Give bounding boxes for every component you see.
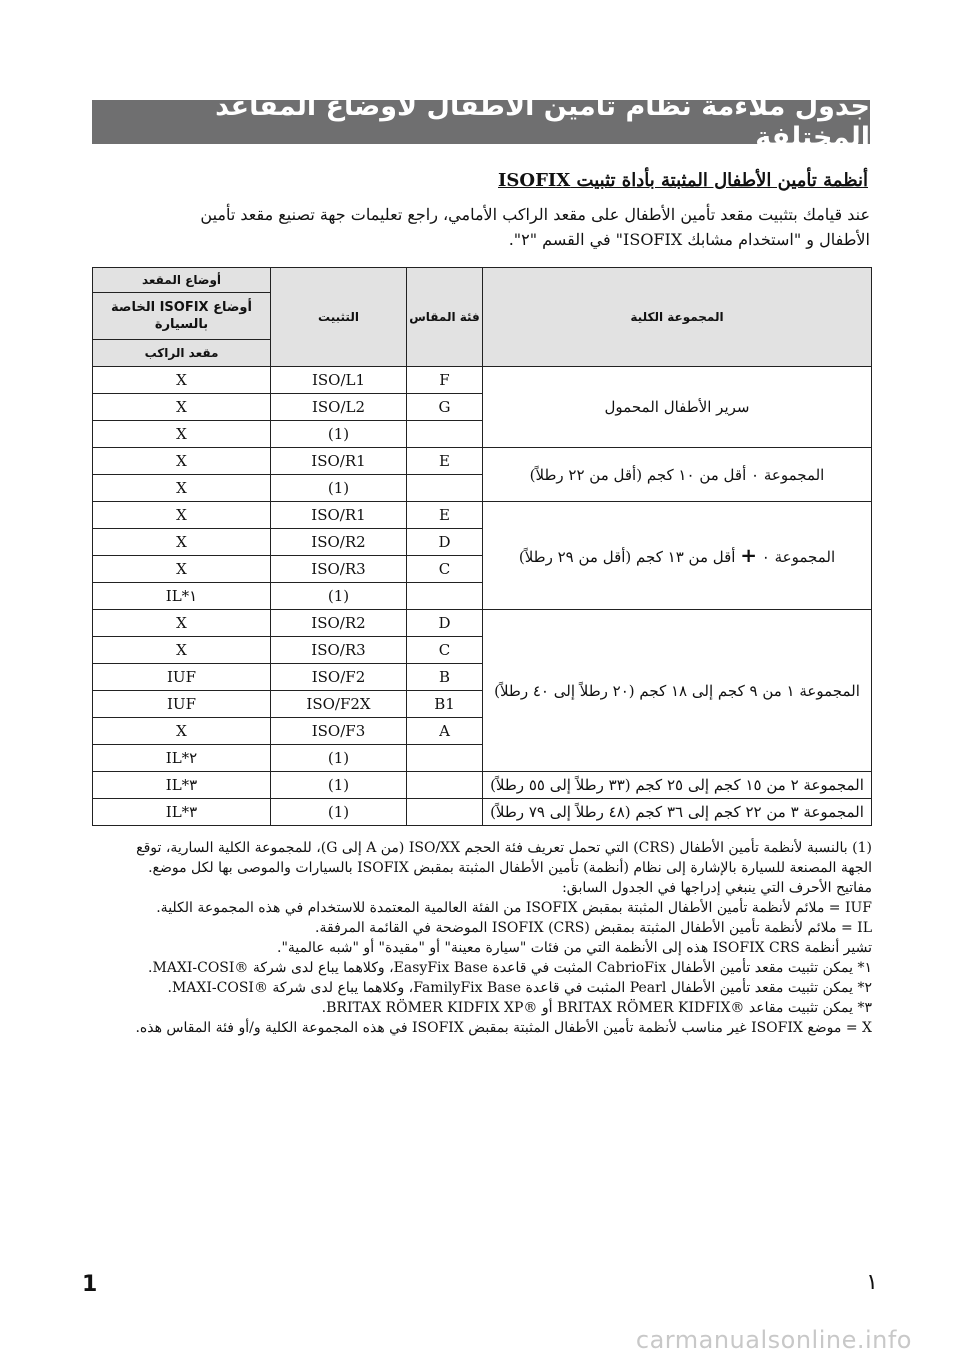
group-label: سرير الأطفال المحمول (483, 367, 872, 448)
group-label-prefix: المجموعة ٠ (761, 547, 836, 566)
cell-suitability: IL*٣ (93, 799, 271, 826)
cell-fixture: ISO/R2 (271, 529, 407, 556)
cell-suitability: X (93, 637, 271, 664)
cell-suitability: X (93, 475, 271, 502)
header-fixture: التثبيت (271, 268, 407, 367)
cell-fixture: (1) (271, 583, 407, 610)
cell-suitability: X (93, 610, 271, 637)
cell-size-class: G (407, 394, 483, 421)
header-group: المجموعة الكلية (483, 268, 872, 367)
table-row (93, 502, 872, 529)
cell-fixture: (1) (271, 421, 407, 448)
cell-size-class (407, 772, 483, 799)
cell-size-class: E (407, 448, 483, 475)
table-row (93, 448, 872, 475)
page-banner: جدول ملاءمة نظام تأمين الأطفال لأوضاع المقاعد المختلفة (92, 100, 870, 144)
cell-fixture: ISO/R2 (271, 610, 407, 637)
cell-size-class: C (407, 556, 483, 583)
group-label: المجموعة ٠ أقل من ١٠ كجم (أقل من ٢٢ رطلاً) (483, 448, 872, 502)
cell-suitability: X (93, 718, 271, 745)
group-label (483, 502, 872, 610)
cell-suitability: IUF (93, 691, 271, 718)
footnote-line: مفاتيح الأحرف التي ينبغي إدراجها في الجدول السابق: (562, 880, 872, 896)
cell-suitability: IUF (93, 664, 271, 691)
header-passenger-seat: مقعد الراكب (93, 340, 271, 367)
cell-fixture: ISO/R3 (271, 637, 407, 664)
cell-suitability: IL*٢ (93, 745, 271, 772)
cell-size-class (407, 475, 483, 502)
header-isofix-positions: أوضاع ISOFIX الخاصة بالسيارة (93, 293, 271, 340)
footnote-line: الجهة المصنعة للسيارة بالإشارة إلى نظام (أنظمة) تأمين الأطفال المثبتة بمقبض ISOFIX بالسيارات والموصى بها لكل موضع. (148, 860, 872, 876)
cell-size-class (407, 745, 483, 772)
cell-fixture: ISO/L2 (271, 394, 407, 421)
footnote-line: IL = ملائم لأنظمة تأمين الأطفال المثبتة بمقبض ISOFIX (CRS) الموضحة في القائمة المرفقة. (315, 920, 872, 936)
table-row (93, 799, 872, 826)
header-size-class: فئة المقاس (407, 268, 483, 367)
cell-suitability: X (93, 556, 271, 583)
cell-size-class: B (407, 664, 483, 691)
intro-paragraph (92, 202, 870, 252)
page-number-latin: 1 (82, 1272, 98, 1297)
footnote-line: ١* يمكن تثبيت مقعد تأمين الأطفال CabrioFix المثبت في قاعدة EasyFix Base، وكلاهما يباع لدى شركة ®MAXI-COSI. (147, 960, 872, 976)
group-label: المجموعة ١ من ٩ كجم إلى ١٨ كجم (٢٠ رطلاً إلى ٤٠ رطلاً) (483, 610, 872, 772)
cell-suitability: X (93, 529, 271, 556)
footnote-line: X = موضع ISOFIX غير مناسب لأنظمة تأمين الأطفال المثبتة بمقبض ISOFIX في هذه المجموعة الكلية و/أو فئة المقاس هذه. (135, 1020, 872, 1036)
cell-suitability: X (93, 421, 271, 448)
cell-size-class: E (407, 502, 483, 529)
cell-fixture: ISO/F3 (271, 718, 407, 745)
cell-fixture: ISO/R1 (271, 502, 407, 529)
group-label: المجموعة ٣ من ٢٢ كجم إلى ٣٦ كجم (٤٨ رطلاً إلى ٧٩ رطلاً) (483, 799, 872, 826)
cell-fixture: ISO/F2 (271, 664, 407, 691)
cell-suitability: X (93, 394, 271, 421)
page-number-arabic: ١ (866, 1270, 878, 1295)
table-row (93, 367, 872, 394)
cell-fixture: ISO/R3 (271, 556, 407, 583)
cell-size-class (407, 799, 483, 826)
cell-suitability: X (93, 448, 271, 475)
cell-fixture: ISO/L1 (271, 367, 407, 394)
footnote-line: تشير أنظمة ISOFIX CRS هذه إلى الأنظمة التي من فئات "سيارة معينة" أو "مقيدة" أو "شبه عالمية". (277, 940, 872, 956)
cell-fixture: (1) (271, 745, 407, 772)
header-seat-positions: أوضاع المقعد (93, 268, 271, 293)
group-label: المجموعة ٢ من ١٥ كجم إلى ٢٥ كجم (٣٣ رطلاً إلى ٥٥ رطلاً) (483, 772, 872, 799)
cell-fixture: (1) (271, 799, 407, 826)
cell-fixture: ISO/R1 (271, 448, 407, 475)
cell-size-class: C (407, 637, 483, 664)
table-row (93, 610, 872, 637)
cell-suitability: X (93, 367, 271, 394)
cell-fixture: (1) (271, 475, 407, 502)
cell-size-class: D (407, 610, 483, 637)
footnote-line: ٢* يمكن تثبيت مقعد تأمين الأطفال Pearl المثبت في قاعدة FamilyFix Base، وكلاهما يباع لدى شركة ®MAXI-COSI. (167, 980, 872, 996)
cell-suitability: IL*٣ (93, 772, 271, 799)
footnotes (92, 838, 872, 1038)
table-row (93, 772, 872, 799)
cell-size-class: D (407, 529, 483, 556)
cell-fixture: (1) (271, 772, 407, 799)
watermark: carmanualsonline.info (635, 1326, 912, 1354)
cell-size-class: B1 (407, 691, 483, 718)
cell-suitability: X (93, 502, 271, 529)
cell-size-class (407, 421, 483, 448)
cell-fixture: ISO/F2X (271, 691, 407, 718)
plus-sign: + (740, 542, 757, 567)
footnote-line: IUF = ملائم لأنظمة تأمين الأطفال المثبتة بمقبض ISOFIX من الفئة العالمية المعتمدة للاستخدام في هذه المجموعة الكلية. (156, 900, 872, 916)
cell-size-class: A (407, 718, 483, 745)
footnote-line: (1) بالنسبة لأنظمة تأمين الأطفال (CRS) التي تحمل تعريف فئة الحجم ISO/XX (من A إلى G)، للمجموعة الكلية السارية، توقع (136, 840, 872, 856)
intro-line: الأطفال و "استخدام مشابك ISOFIX" في القسم "٢". (508, 230, 870, 249)
cell-size-class: F (407, 367, 483, 394)
group-label-suffix: أقل من ١٣ كجم (أقل من ٢٩ رطلاً) (518, 547, 736, 566)
cell-size-class (407, 583, 483, 610)
cell-suitability: IL*١ (93, 583, 271, 610)
section-title: أنظمة تأمين الأطفال المثبتة بأداة تثبيت ISOFIX (498, 170, 868, 191)
footnote-line: ٣* يمكن تثبيت مقاعد ®BRITAX RÖMER KIDFIX أو ®BRITAX RÖMER KIDFIX XP. (321, 1000, 872, 1016)
compatibility-table (92, 267, 872, 826)
intro-line: عند قيامك بتثبيت مقعد تأمين الأطفال على مقعد الراكب الأمامي، راجع تعليمات جهة تصنيع مقعد تأمين (200, 205, 870, 224)
